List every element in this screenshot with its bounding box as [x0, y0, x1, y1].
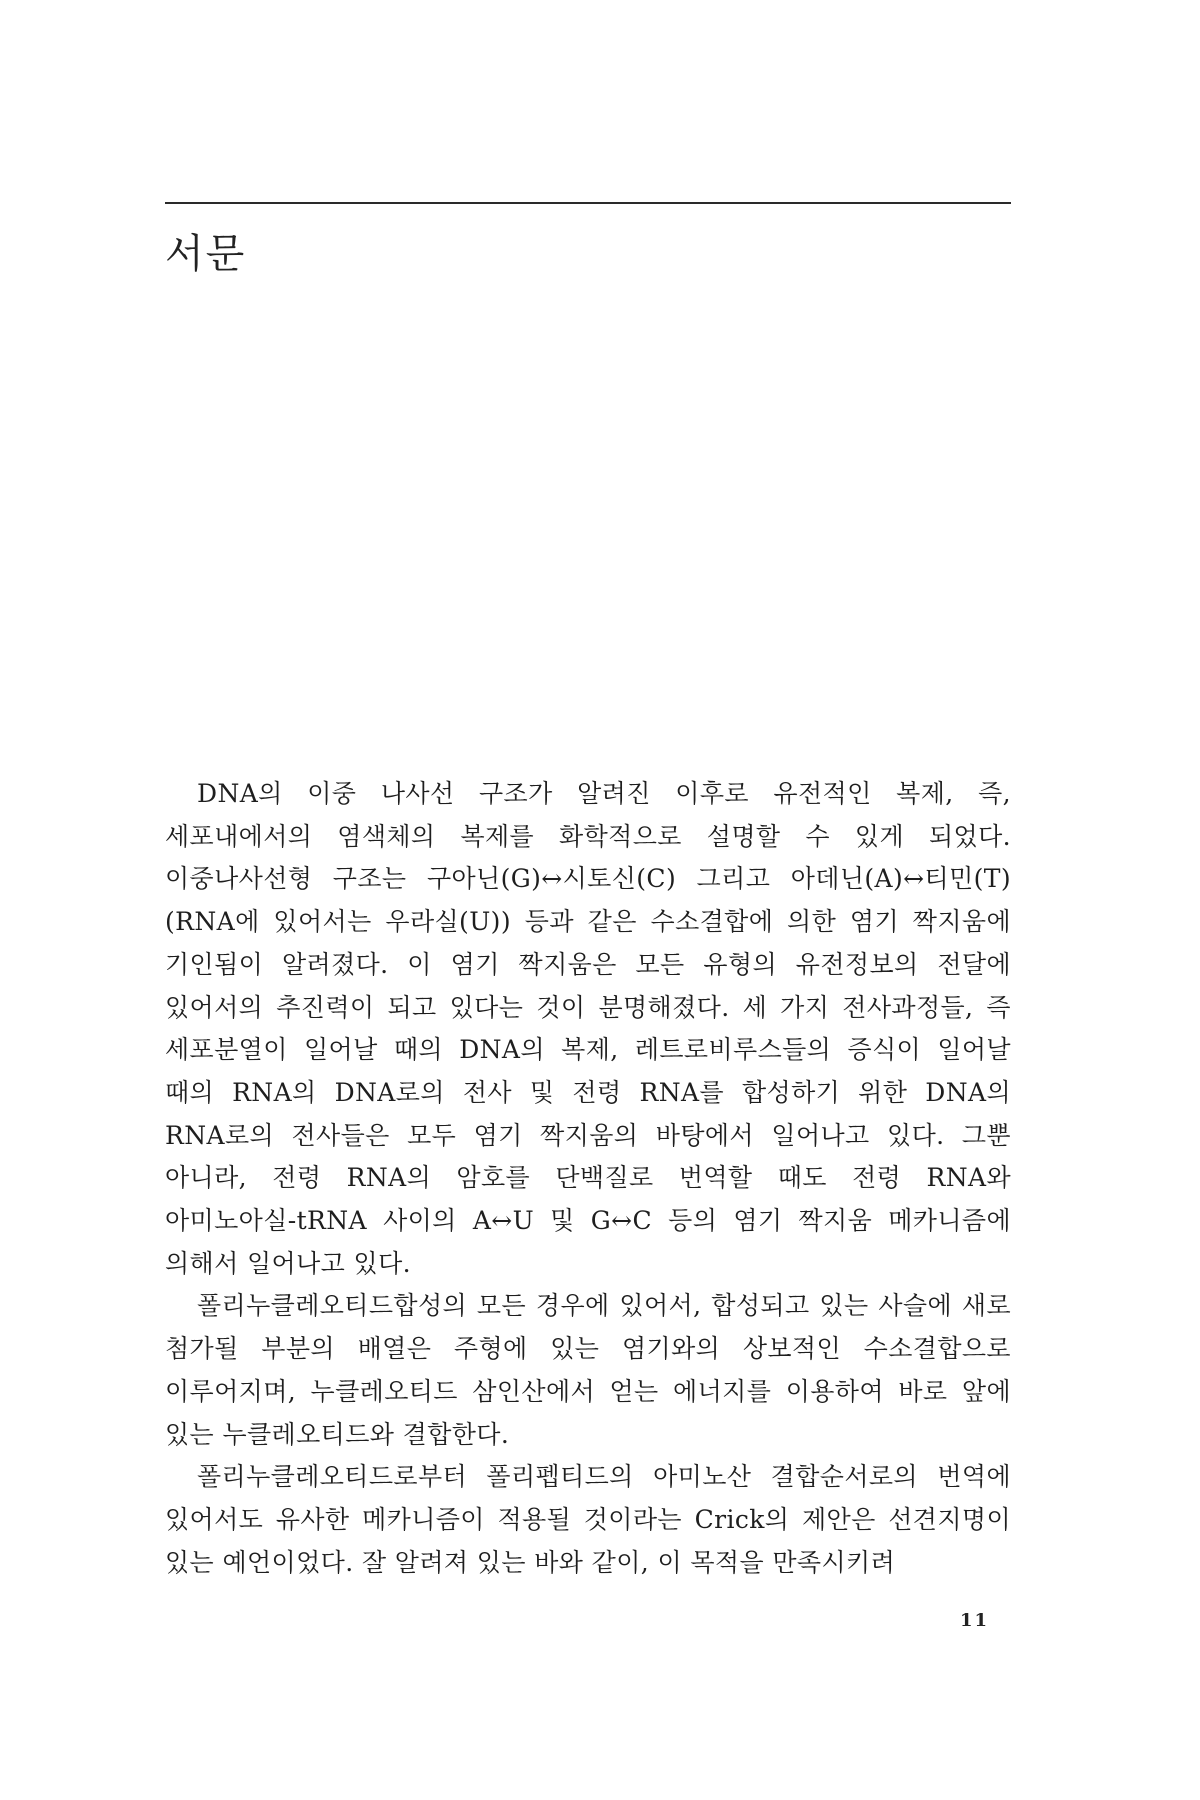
- paragraph-2: 폴리누클레오티드합성의 모든 경우에 있어서, 합성되고 있는 사슬에 새로 첨가될 부분의 배열은 주형에 있는 염기와의 상보적인 수소결합으로 이루어지며, 누클레오티드 삼인산에서 얻는 에너지를 이용하여 바로 앞에 있는 누클레오티드와 결합한다.: [165, 1291, 1011, 1449]
- chapter-title: 서문: [165, 231, 247, 277]
- paragraph-1: DNA의 이중 나사선 구조가 알려진 이후로 유전적인 복제, 즉, 세포내에서의 염색체의 복제를 화학적으로 설명할 수 있게 되었다. 이중나사선형 구조는 구아닌(G)↔시토신(C) 그리고 아데닌(A)↔티민(T)(RNA에 있어서는 우라실(U)) 등과 같은 수소결합에 의한 염기 짝지움에 기인됨이 알려졌다. 이 염기 짝지움은 모든 유형의 유전정보의 전달에 있어서의 추진력이 되고 있다는 것이 분명해졌다. 세 가지 전사과정들, 즉 세포분열이 일어날 때의 DNA의 복제, 레트로비루스들의 증식이 일어날 때의 RNA의 DNA로의 전사 및 전령 RNA를 합성하기 위한 DNA의 RNA로의 전사들은 모두 염기 짝지움의 바탕에서 일어나고 있다. 그뿐 아니라, 전령 RNA의 암호를 단백질로 번역할 때도 전령 RNA와 아미노아실-tRNA 사이의 A↔U 및 G↔C 등의 염기 짝지움 메카니즘에 의해서 일어나고 있다.: [165, 779, 1011, 1278]
- header-rule: [165, 202, 1011, 204]
- paragraph-3: 폴리누클레오티드로부터 폴리펩티드의 아미노산 결합순서로의 번역에 있어서도 유사한 메카니즘이 적용될 것이라는 Crick의 제안은 선견지명이 있는 예언이었다. 잘 알려져 있는 바와 같이, 이 목적을 만족시키려: [165, 1462, 1011, 1577]
- body-text: [165, 773, 1011, 1584]
- page-number: 11: [960, 1610, 990, 1631]
